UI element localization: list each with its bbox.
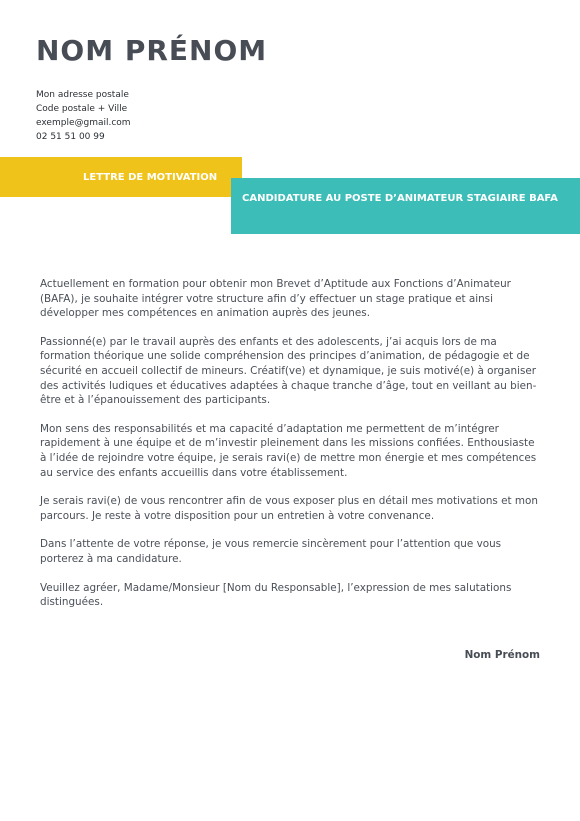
paragraph-skills: Passionné(e) par le travail auprès des enfants et des adolescents, j’ai acquis lors de ma formation théorique une solide compréhension des principes d’animation, de pédagogie et de sécurité en accueil collectif de mineurs. Créatif(ve) et dynamique, je suis motivé(e) à organiser des activités ludiques et éducatives adaptées à chaque tranche d’âge, tout en veillant au bien-être et à l’épanouissement des participants. <box>40 335 537 407</box>
letter-type-label: LETTRE DE MOTIVATION <box>83 172 218 183</box>
paragraph-intro: Actuellement en formation pour obtenir mon Brevet d’Aptitude aux Fonctions d’Animateur (BAFA), je souhaite intégrer votre structure afin d’y effectuer un stage pratique et ainsi développer mes compétences en animation auprès des jeunes. <box>40 278 511 320</box>
postal-address: Mon adresse postale <box>36 90 129 100</box>
letter-body <box>40 277 544 624</box>
contact-block <box>36 88 131 144</box>
phone: 02 51 51 00 99 <box>36 132 105 142</box>
letter-type-band <box>0 157 242 197</box>
postal-code-city: Code postale + Ville <box>36 104 128 114</box>
paragraph-qualities: Mon sens des responsabilités et ma capacité d’adaptation me permettent de m’intégrer rapidement à une équipe et de m’investir pleinement dans les missions confiées. Enthousiaste à l’idée de rejoindre votre équipe, je serais ravi(e) de mettre mon énergie et mes compétences au service des enfants accueillis dans votre établissement. <box>40 422 537 479</box>
paragraph-meeting: Je serais ravi(e) de vous rencontrer afin de vous exposer plus en détail mes motivations et mon parcours. Je reste à votre disposition pour un entretien à votre convenance. <box>40 495 538 522</box>
applicant-name: NOM PRÉNOM <box>36 34 268 67</box>
signature: Nom Prénom <box>464 649 540 661</box>
paragraph-closing: Veuillez agréer, Madame/Monsieur [Nom du Responsable], l’expression de mes salutations distinguées. <box>40 581 512 609</box>
paragraph-thanks: Dans l’attente de votre réponse, je vous remercie sincèrement pour l’attention que vous porterez à ma candidature. <box>40 538 502 565</box>
position-title: CANDIDATURE AU POSTE D’ANIMATEUR STAGIAIRE BAFA <box>242 193 558 204</box>
position-band <box>231 178 580 234</box>
email: exemple@gmail.com <box>36 118 131 128</box>
